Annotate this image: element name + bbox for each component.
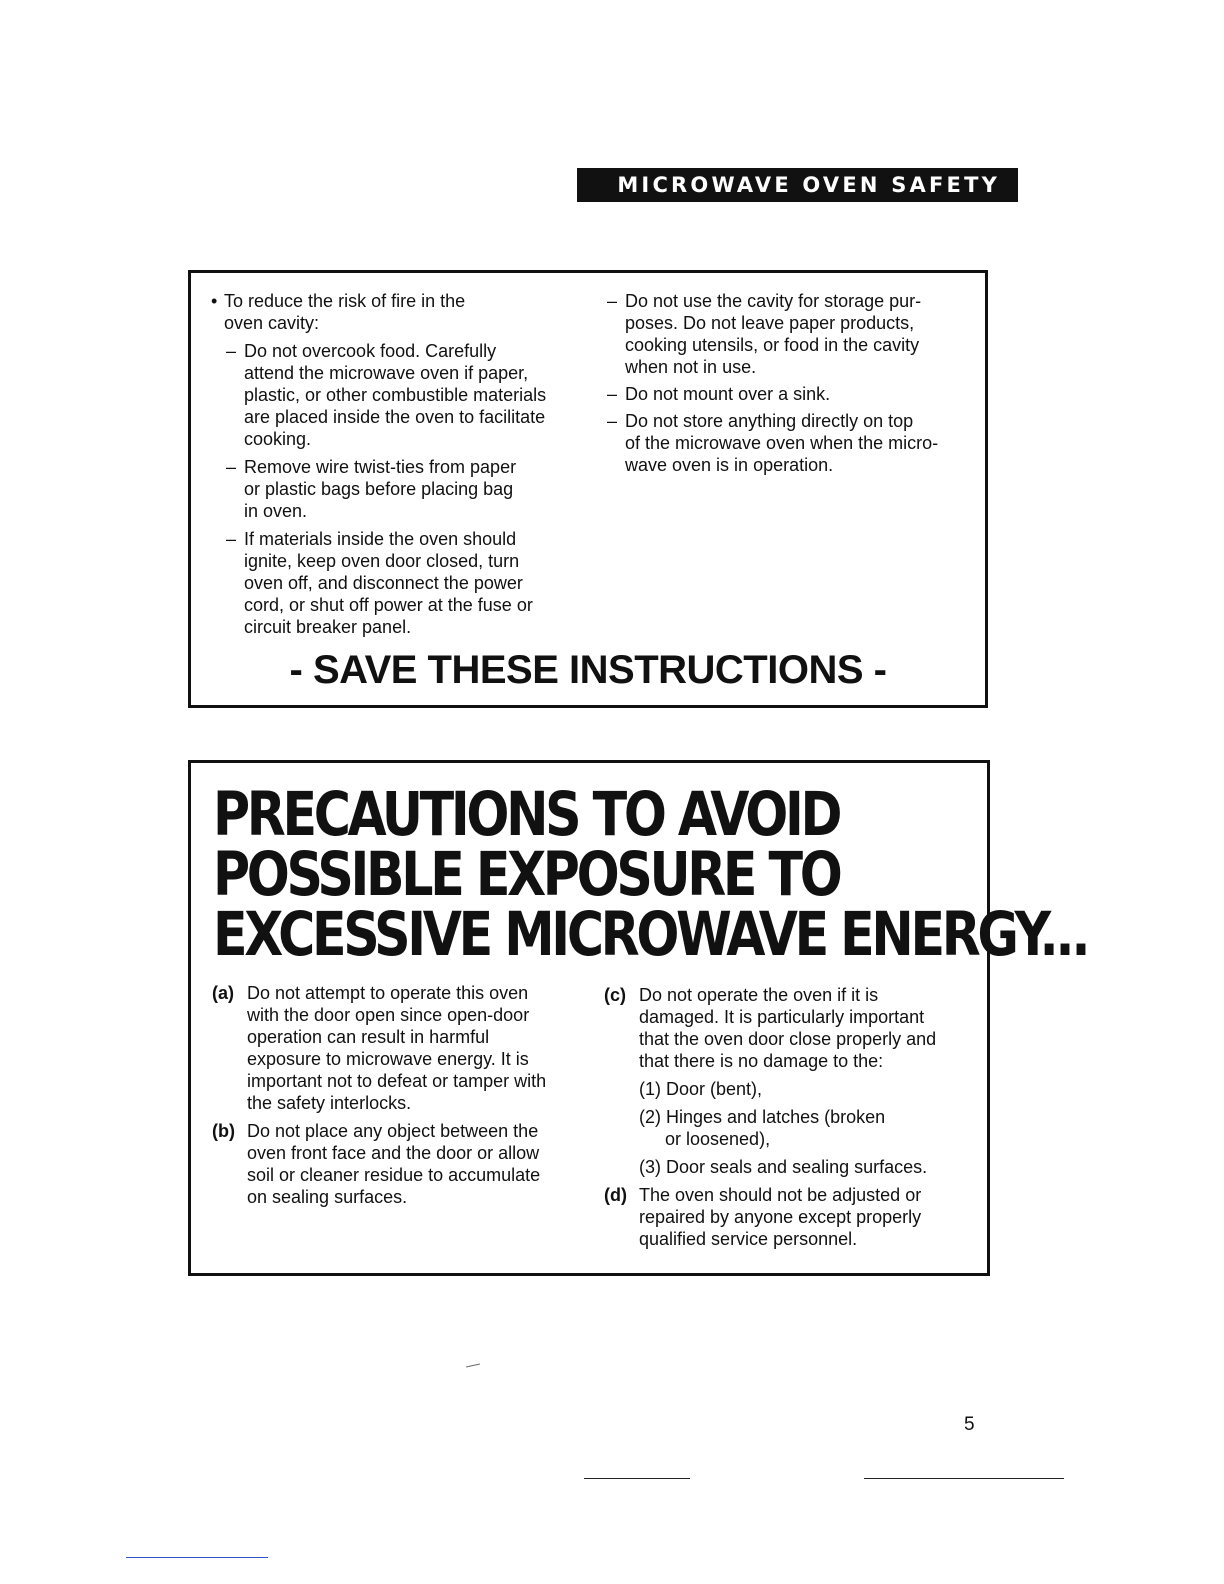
precaution-item-d: (d) The oven should not be adjusted or repaired by anyone except properly qualified service personnel. — [604, 1185, 922, 1249]
precautions-title: PRECAUTIONS TO AVOID POSSIBLE EXPOSURE TO EXCESSIVE MICROWAVE ENERGY... — [213, 779, 1088, 970]
precautions-left-column — [212, 982, 582, 1208]
list-item: – Do not use the cavity for storage pur- poses. Do not leave paper products, cooking utensils, or food in the cavity when not in use. — [607, 291, 922, 377]
list-item: – If materials inside the oven should ignite, keep oven door closed, turn oven off, and disconnect the power cord, or shut off power at the fuse or circuit breaker panel. — [226, 529, 533, 637]
precautions-right-column — [604, 984, 964, 1250]
list-item: – Do not overcook food. Carefully attend the microwave oven if paper, plastic, or other combustible materials are placed inside the oven to facilitate cooking. — [226, 341, 547, 449]
safety-right-column — [607, 290, 967, 476]
footer-rule — [584, 1478, 690, 1479]
safety-instructions-box — [188, 270, 988, 708]
item-letter: (d) — [604, 1185, 627, 1205]
safety-left-column — [211, 290, 581, 638]
item-letter: (c) — [604, 985, 626, 1005]
dash-mark: – — [226, 529, 237, 549]
dash-mark: – — [607, 411, 618, 431]
save-instructions-heading: - SAVE THESE INSTRUCTIONS - — [289, 648, 887, 692]
stray-mark — [466, 1364, 480, 1368]
list-item: – Remove wire twist-ties from paper or plastic bags before placing bag in oven. — [226, 457, 517, 521]
damage-item-hinges: (2) Hinges and latches (broken or loosened), — [639, 1107, 886, 1149]
precautions-box — [188, 760, 1088, 1276]
page-number: 5 — [964, 1414, 975, 1435]
bullet-icon: • — [211, 291, 218, 311]
dash-mark: – — [226, 341, 237, 361]
section-header: MICROWAVE OVEN SAFETY — [577, 168, 1018, 202]
damage-item-door: (1) Door (bent), — [639, 1079, 763, 1099]
precaution-item-c: (c) Do not operate the oven if it is damaged. It is particularly important that the oven door close properly and that there is no damage to the: — [604, 985, 937, 1071]
damage-item-seals: (3) Door seals and sealing surfaces. — [639, 1157, 928, 1177]
dash-mark: – — [607, 291, 618, 311]
list-item: – Do not store anything directly on top of the microwave oven when the micro- wave oven is in operation. — [607, 411, 939, 475]
list-item: – Do not mount over a sink. — [607, 384, 831, 404]
item-letter: (b) — [212, 1121, 235, 1141]
dash-mark: – — [607, 384, 618, 404]
precaution-item-b: (b) Do not place any object between the oven front face and the door or allow soil or cleaner residue to accumulate on sealing surfaces. — [212, 1121, 541, 1207]
footer-rule — [864, 1478, 1064, 1479]
dash-mark: – — [226, 457, 237, 477]
fire-risk-intro: • To reduce the risk of fire in the oven cavity: — [211, 291, 466, 333]
footer-rule — [126, 1557, 268, 1558]
item-letter: (a) — [212, 983, 234, 1003]
precaution-item-a: (a) Do not attempt to operate this oven with the door open since open-door operation can result in harmful exposure to microwave energy. It is important not to defeat or tamper with the safety interlocks. — [212, 983, 547, 1113]
